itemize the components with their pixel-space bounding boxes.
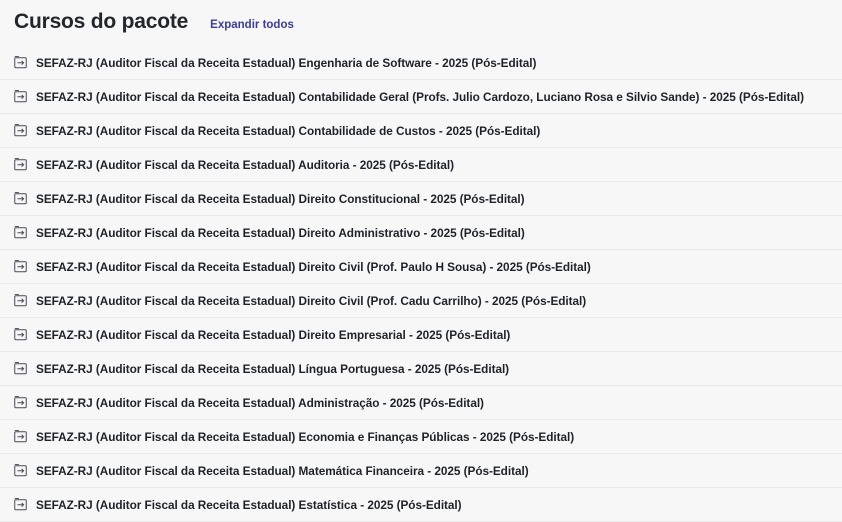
expand-box-icon[interactable] (14, 498, 27, 511)
expand-box-icon[interactable] (14, 226, 27, 239)
course-list-item-7[interactable] (0, 284, 842, 318)
course-title: SEFAZ-RJ (Auditor Fiscal da Receita Estadual) Língua Portuguesa - 2025 (Pós-Edital) (36, 361, 510, 376)
expand-box-icon[interactable] (14, 430, 27, 443)
course-list-item-11[interactable] (0, 420, 842, 454)
course-title: SEFAZ-RJ (Auditor Fiscal da Receita Estadual) Contabilidade de Custos - 2025 (Pós-Edital) (36, 123, 541, 138)
expand-box-icon[interactable] (14, 158, 27, 171)
course-title: SEFAZ-RJ (Auditor Fiscal da Receita Estadual) Direito Empresarial - 2025 (Pós-Edital) (36, 327, 511, 342)
expand-box-icon[interactable] (14, 464, 27, 477)
panel-header (0, 0, 842, 36)
page-title: Cursos do pacote (14, 10, 189, 33)
expand-box-icon[interactable] (14, 328, 27, 341)
course-title: SEFAZ-RJ (Auditor Fiscal da Receita Estadual) Estatística - 2025 (Pós-Edital) (36, 497, 462, 512)
course-list (0, 46, 842, 522)
course-list-item-8[interactable] (0, 318, 842, 352)
course-title: SEFAZ-RJ (Auditor Fiscal da Receita Estadual) Auditoria - 2025 (Pós-Edital) (36, 157, 454, 172)
course-list-item-9[interactable] (0, 352, 842, 386)
course-title: SEFAZ-RJ (Auditor Fiscal da Receita Estadual) Economia e Finanças Públicas - 2025 (Pós-Edital) (36, 429, 575, 444)
expand-box-icon[interactable] (14, 56, 27, 69)
course-list-item-1[interactable] (0, 80, 842, 114)
course-title: SEFAZ-RJ (Auditor Fiscal da Receita Estadual) Engenharia de Software - 2025 (Pós-Edital) (36, 55, 537, 70)
course-list-item-4[interactable] (0, 182, 842, 216)
course-title: SEFAZ-RJ (Auditor Fiscal da Receita Estadual) Direito Constitucional - 2025 (Pós-Edital) (36, 191, 525, 206)
expand-box-icon[interactable] (14, 260, 27, 273)
course-list-item-13[interactable] (0, 488, 842, 522)
course-title: SEFAZ-RJ (Auditor Fiscal da Receita Estadual) Direito Civil (Prof. Paulo H Sousa) - 2025 (Pós-Edital) (36, 259, 591, 274)
course-list-item-12[interactable] (0, 454, 842, 488)
course-list-item-2[interactable] (0, 114, 842, 148)
expand-box-icon[interactable] (14, 362, 27, 375)
expand-box-icon[interactable] (14, 124, 27, 137)
course-list-item-3[interactable] (0, 148, 842, 182)
course-title: SEFAZ-RJ (Auditor Fiscal da Receita Estadual) Contabilidade Geral (Profs. Julio Cardozo, Luciano Rosa e Silvio Sande) - 2025 (Pós-Edital) (36, 89, 804, 104)
course-list-item-6[interactable] (0, 250, 842, 284)
expand-box-icon[interactable] (14, 396, 27, 409)
course-title: SEFAZ-RJ (Auditor Fiscal da Receita Estadual) Direito Administrativo - 2025 (Pós-Edital) (36, 225, 525, 240)
expand-box-icon[interactable] (14, 90, 27, 103)
course-title: SEFAZ-RJ (Auditor Fiscal da Receita Estadual) Direito Civil (Prof. Cadu Carrilho) - 2025 (Pós-Edital) (36, 293, 587, 308)
expand-box-icon[interactable] (14, 294, 27, 307)
course-list-item-10[interactable] (0, 386, 842, 420)
course-list-item-5[interactable] (0, 216, 842, 250)
course-list-item-0[interactable] (0, 46, 842, 80)
course-title: SEFAZ-RJ (Auditor Fiscal da Receita Estadual) Administração - 2025 (Pós-Edital) (36, 395, 484, 410)
expand-box-icon[interactable] (14, 192, 27, 205)
expand-all-link[interactable]: Expandir todos (210, 19, 294, 31)
course-title: SEFAZ-RJ (Auditor Fiscal da Receita Estadual) Matemática Financeira - 2025 (Pós-Edital) (36, 463, 529, 478)
